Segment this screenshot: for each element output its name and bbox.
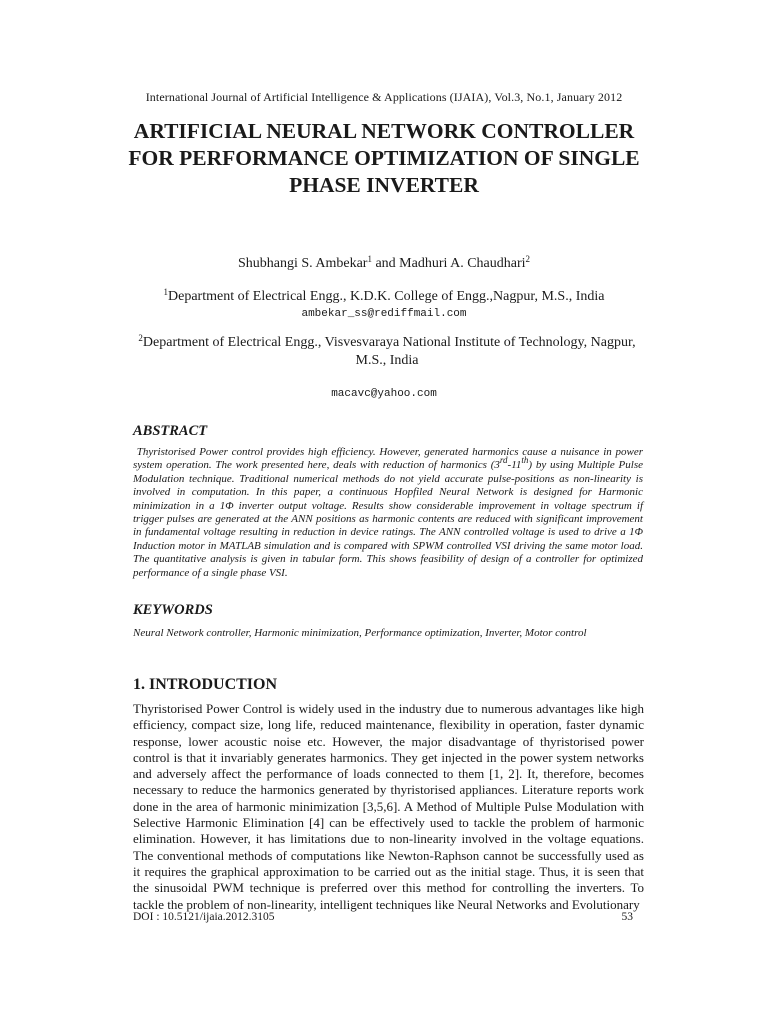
abstract-heading: ABSTRACT <box>133 423 208 439</box>
keyword-item: Performance optimization, <box>364 627 483 639</box>
author-1: Shubhangi S. Ambekar <box>237 256 368 271</box>
author-line <box>0 256 768 272</box>
abstract-text <box>133 446 646 580</box>
abstract-part-3: ) by using Multiple Pulse Modulation technique. Traditional numerical methods do not yield accurate pulse-positions as non-linearity is involved in computation. In this paper, a continuous Hopfiled Neural Network is designed for Harmonic minimization in a 1Φ inverter output voltage. Results show considerable improvement in voltage spectrum if trigger pulses are generated at the ANN positions as harmonic contents are reduced with significant improvement in fundamental voltage resulting in reduction in device ratings. The ANN controlled voltage is used to drive a 1Φ Induction motor in MATLAB simulation and is compared with SPWM controlled VSI driving the same motor load. The quantitative analysis is given in tabular form. This shows feasibility of design of a controller for optimized performance of a single phase VSI. <box>133 459 643 579</box>
keyword-item: Inverter, Motor control <box>485 627 587 639</box>
abstract-sup-th: th <box>521 455 529 466</box>
keyword-item: Harmonic minimization, <box>254 627 362 639</box>
running-header: International Journal of Artificial Intelligence & Applications (IJAIA), Vol.3, No.1, January 2012 <box>145 90 623 104</box>
doi-footer: DOI : 10.5121/ijaia.2012.3105 <box>133 911 275 923</box>
email-link-2[interactable]: macavc@yahoo.com <box>331 388 437 400</box>
keyword-item: Neural Network controller, <box>133 627 252 639</box>
affiliation-1-text: Department of Electrical Engg., K.D.K. College of Engg.,Nagpur, M.S., India <box>168 289 605 304</box>
affiliation-2 <box>130 334 644 370</box>
author-connector: and <box>371 256 400 271</box>
keywords-heading: KEYWORDS <box>133 602 213 618</box>
keywords-list <box>133 626 645 640</box>
affiliation-2-text: Department of Electrical Engg., Visvesvaraya National Institute of Technology, Nagpur, M.S., India <box>142 335 636 368</box>
introduction-text: Thyristorised Power Control is widely used in the industry due to numerous advantages like high efficiency, compact size, long life, reduced maintenance, flexibility in operation, faster dynamic response, lower acoustic noise etc. However, the major disadvantage of thyristorised power control is that it invariably generates harmonics. They get injected in the power system networks and adversely affect the performance of loads connected to them [1, 2]. It, therefore, becomes necessary to reduce the harmonics generated by thyristorised appliances. Literature reports work done in the area of harmonic minimization [3,5,6]. A Method of Multiple Pulse Modulation with Selective Harmonic Elimination [4] can be effectively used to tackle the problem of harmonic elimination. However, it has limitations due to non-linearity involved in the voltage equations. The conventional methods of computations like Newton-Raphson cannot be successfully used as it requires the graphical approximation to be carried out as the initial stage. Thus, it is seen that the sinusoidal PWM technique is preferred over this method for controlling the inverters. To tackle the problem of non-linearity, intelligent techniques like Neural Networks and Evolutionary <box>133 701 644 912</box>
page-number: 53 <box>621 911 633 923</box>
paper-title: ARTIFICIAL NEURAL NETWORK CONTROLLER FOR PERFORMANCE OPTIMIZATION OF SINGLE PHASE INVERTER <box>128 119 640 197</box>
affiliation-1-sup: 1 <box>163 287 169 297</box>
abstract-part-2: -11 <box>507 459 522 472</box>
introduction-heading: 1. INTRODUCTION <box>133 676 278 693</box>
author-2: Madhuri A. Chaudhari <box>399 256 526 271</box>
author-1-sup: 1 <box>367 254 372 264</box>
abstract-sup-rd: rd <box>499 455 508 466</box>
abstract-part-1: Thyristorised Power control provides high efficiency. However, generated harmonics cause a nuisance in power system operation. The work presented here, deals with reduction of harmonics (3 <box>133 446 646 472</box>
affiliation-2-sup: 2 <box>138 333 143 343</box>
affiliation-1 <box>0 289 768 305</box>
author-2-sup: 2 <box>525 254 531 264</box>
email-link-1[interactable]: ambekar_ss@rediffmail.com <box>301 308 467 320</box>
